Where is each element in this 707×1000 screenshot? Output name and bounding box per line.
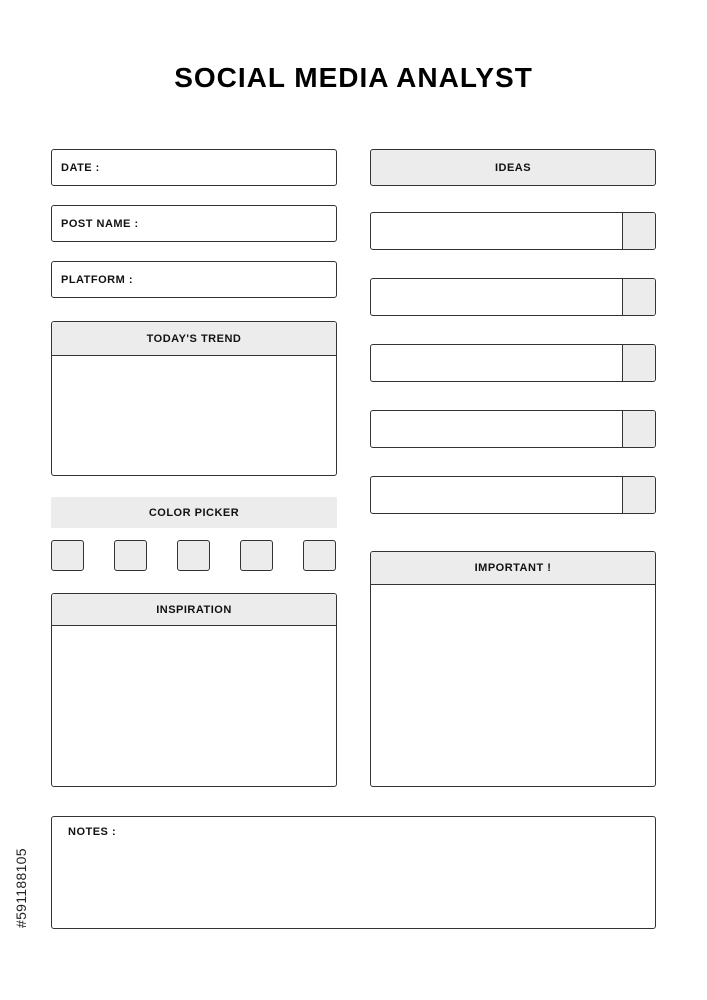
todays-trend-area[interactable] bbox=[52, 356, 336, 476]
inspiration-area[interactable] bbox=[52, 626, 336, 786]
date-input[interactable] bbox=[106, 149, 336, 186]
important-header: IMPORTANT ! bbox=[371, 552, 655, 585]
post-name-label: POST NAME : bbox=[61, 217, 139, 230]
todays-trend-panel bbox=[51, 321, 337, 476]
idea-checkbox[interactable] bbox=[622, 411, 655, 447]
idea-row[interactable] bbox=[370, 212, 656, 250]
idea-row[interactable] bbox=[370, 410, 656, 448]
inspiration-panel bbox=[51, 593, 337, 787]
platform-input[interactable] bbox=[139, 261, 336, 298]
color-swatch[interactable] bbox=[51, 540, 84, 571]
stock-id-text: #591188105 bbox=[13, 848, 29, 928]
ideas-header: IDEAS bbox=[370, 149, 656, 186]
color-picker-header: COLOR PICKER bbox=[51, 497, 337, 528]
platform-field[interactable] bbox=[51, 261, 337, 298]
date-field[interactable] bbox=[51, 149, 337, 186]
idea-input[interactable] bbox=[371, 213, 622, 249]
idea-checkbox[interactable] bbox=[622, 213, 655, 249]
color-swatch[interactable] bbox=[177, 540, 210, 571]
idea-checkbox[interactable] bbox=[622, 477, 655, 513]
idea-row[interactable] bbox=[370, 344, 656, 382]
post-name-input[interactable] bbox=[145, 205, 336, 242]
idea-input[interactable] bbox=[371, 477, 622, 513]
post-name-field[interactable] bbox=[51, 205, 337, 242]
idea-input[interactable] bbox=[371, 345, 622, 381]
todays-trend-header: TODAY'S TREND bbox=[52, 322, 336, 356]
idea-input[interactable] bbox=[371, 411, 622, 447]
notes-panel[interactable] bbox=[51, 816, 656, 929]
idea-checkbox[interactable] bbox=[622, 279, 655, 315]
important-panel bbox=[370, 551, 656, 787]
idea-checkbox[interactable] bbox=[622, 345, 655, 381]
date-label: DATE : bbox=[61, 161, 100, 174]
idea-input[interactable] bbox=[371, 279, 622, 315]
idea-row[interactable] bbox=[370, 278, 656, 316]
idea-row[interactable] bbox=[370, 476, 656, 514]
color-swatch[interactable] bbox=[240, 540, 273, 571]
color-swatch[interactable] bbox=[114, 540, 147, 571]
color-swatch[interactable] bbox=[303, 540, 336, 571]
platform-label: PLATFORM : bbox=[61, 273, 134, 286]
inspiration-header: INSPIRATION bbox=[52, 594, 336, 626]
page-title: SOCIAL MEDIA ANALYST bbox=[174, 62, 533, 93]
notes-label: NOTES : bbox=[68, 826, 117, 838]
important-area[interactable] bbox=[371, 585, 655, 785]
